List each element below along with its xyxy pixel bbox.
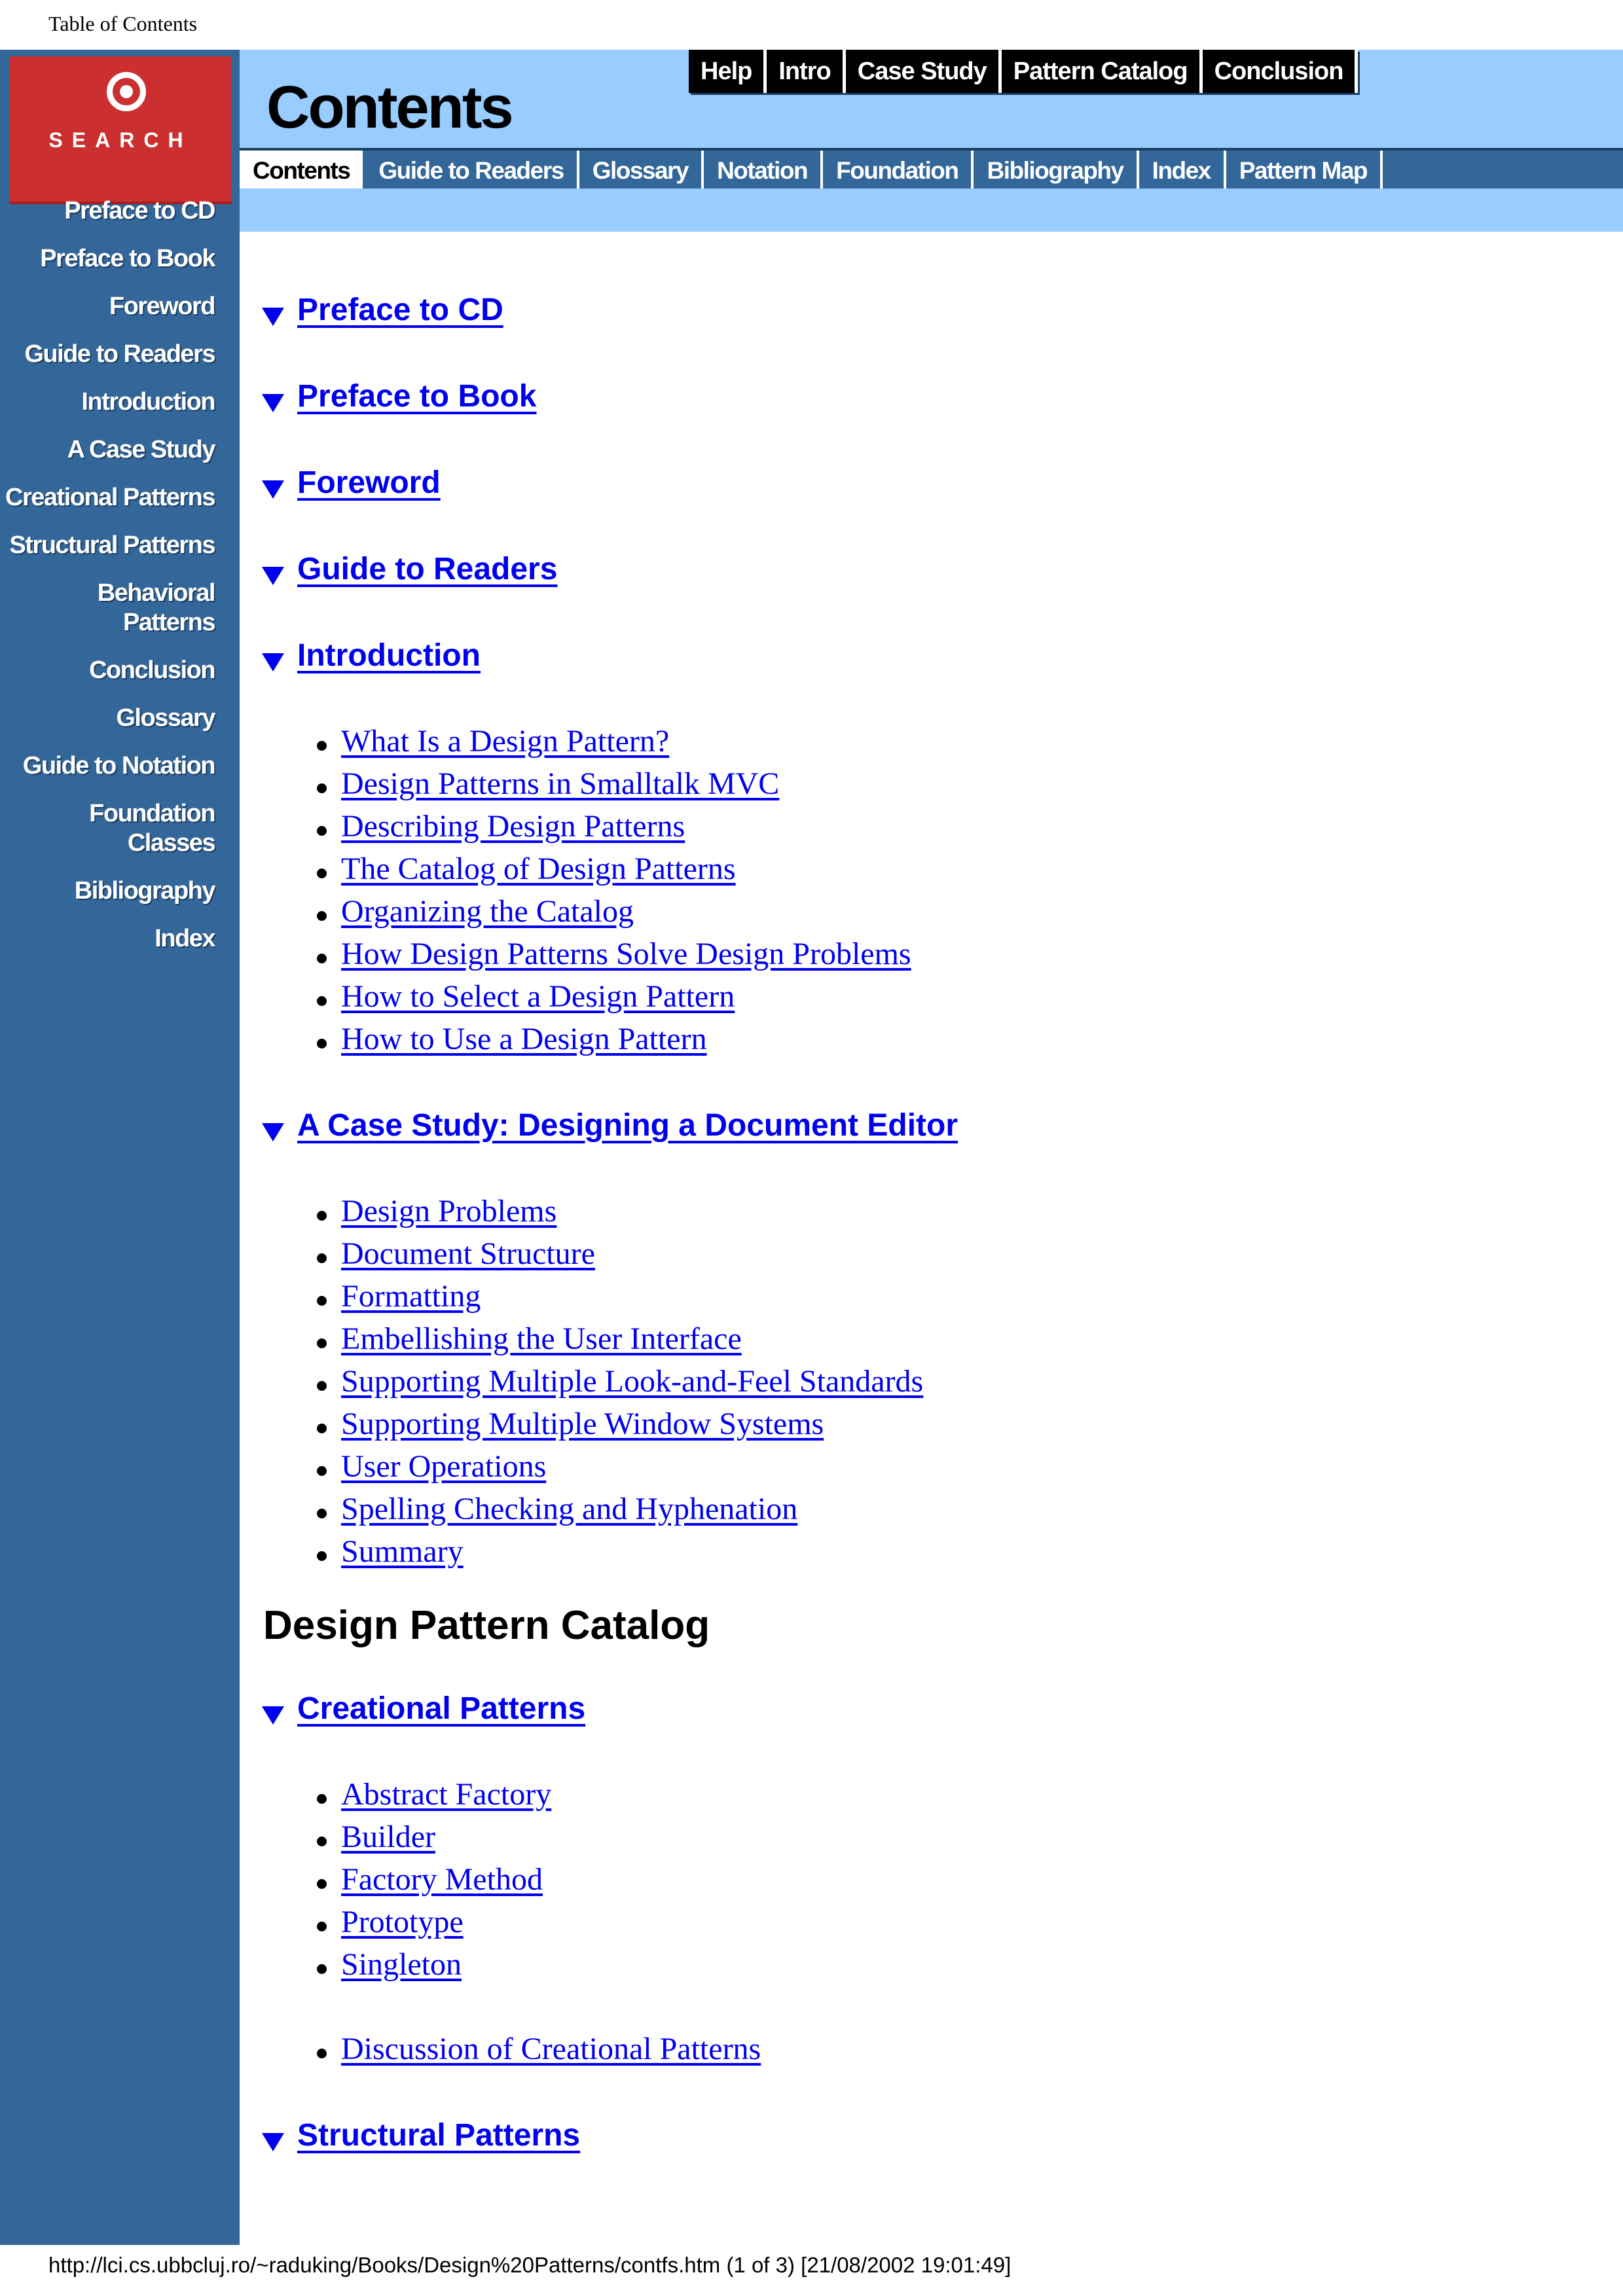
list-item [317, 1318, 1597, 1360]
subbar [240, 188, 1623, 232]
list-item [317, 1901, 1597, 1943]
toc-section [262, 461, 1597, 504]
triangle-down-icon [262, 653, 284, 672]
sidebar-item-preface-book[interactable]: Preface to Book [40, 245, 215, 272]
list-item [317, 1018, 1597, 1060]
bullet-icon [317, 1964, 327, 1974]
list-item [317, 1360, 1597, 1403]
creational-discussion-list [317, 2028, 1597, 2070]
link-item[interactable]: The Catalog of Design Patterns [341, 852, 736, 886]
page-footer: http://lci.cs.ubbcluj.ro/~raduking/Books/Design%20Patterns/contfs.htm (1 of 3) [21/08/2002 19:01:49] [48, 2253, 1012, 2277]
subtab-pattern-map[interactable]: Pattern Map [1226, 151, 1383, 191]
case-study-list [317, 1190, 1597, 1573]
creational-list [317, 1773, 1597, 1986]
link-structural-patterns[interactable]: Structural Patterns [297, 2117, 581, 2153]
list-item [317, 762, 1597, 805]
subtab-foundation[interactable]: Foundation [823, 151, 974, 191]
triangle-down-icon [262, 2133, 284, 2151]
link-foreword[interactable]: Foreword [297, 465, 441, 500]
sidebar-item-preface-cd[interactable]: Preface to CD [64, 197, 215, 224]
tab-case-study[interactable]: Case Study [846, 50, 1002, 93]
list-item [317, 890, 1597, 933]
bullet-icon [317, 1424, 327, 1433]
subtab-notation[interactable]: Notation [704, 151, 823, 191]
list-item [317, 1275, 1597, 1318]
sidebar-item-introduction[interactable]: Introduction [81, 388, 215, 416]
bullet-icon [317, 911, 327, 921]
tab-conclusion[interactable]: Conclusion [1203, 50, 1359, 93]
link-discussion-creational[interactable]: Discussion of Creational Patterns [341, 2032, 761, 2066]
list-item [317, 1816, 1597, 1858]
tab-help[interactable]: Help [689, 50, 767, 93]
page-header: Table of Contents [48, 12, 198, 35]
link-item[interactable]: How to Use a Design Pattern [341, 1022, 707, 1056]
tab-intro[interactable]: Intro [767, 50, 845, 93]
link-item[interactable]: What Is a Design Pattern? [341, 724, 670, 759]
bullet-icon [317, 2049, 327, 2058]
banner [240, 50, 1623, 148]
bullet-icon [317, 826, 327, 836]
sidebar-item-creational[interactable]: Creational Patterns [5, 484, 215, 511]
bullet-icon [317, 741, 327, 751]
list-item [317, 805, 1597, 848]
toc-section [262, 2113, 1597, 2157]
list-item [317, 1232, 1597, 1275]
subtab-glossary[interactable]: Glossary [579, 151, 704, 191]
link-item[interactable]: Supporting Multiple Look-and-Feel Standards [341, 1364, 924, 1399]
link-case-study[interactable]: A Case Study: Designing a Document Editor [297, 1107, 958, 1143]
link-item[interactable]: How Design Patterns Solve Design Problems [341, 937, 911, 971]
list-item [317, 1445, 1597, 1488]
toc-section [262, 634, 1597, 677]
list-item [317, 1488, 1597, 1530]
sidebar-item-glossary[interactable]: Glossary [116, 704, 215, 732]
sidebar-item-conclusion[interactable]: Conclusion [89, 656, 215, 684]
list-item [317, 1403, 1597, 1445]
link-item[interactable]: User Operations [341, 1449, 547, 1484]
triangle-down-icon [262, 308, 284, 326]
sidebar-item-case-study[interactable]: A Case Study [67, 436, 215, 463]
bullet-icon [317, 1794, 327, 1804]
link-item[interactable]: Abstract Factory [341, 1777, 552, 1812]
link-item[interactable]: Supporting Multiple Window Systems [341, 1407, 824, 1441]
link-item[interactable]: Design Problems [341, 1194, 557, 1229]
list-item [317, 1943, 1597, 1986]
bullet-icon [317, 1551, 327, 1561]
sidebar-item-foundation[interactable]: Foundation [89, 800, 215, 827]
sidebar-item-guide-notation[interactable]: Guide to Notation [22, 752, 215, 780]
catalog-heading: Design Pattern Catalog [263, 1603, 710, 1648]
search-logo[interactable] [9, 56, 232, 204]
bullet-icon [317, 1211, 327, 1221]
sidebar-item-structural[interactable]: Structural Patterns [9, 531, 215, 559]
subtab-contents[interactable]: Contents [240, 151, 365, 191]
list-item [317, 1773, 1597, 1816]
link-item[interactable]: Document Structure [341, 1236, 595, 1271]
bullet-icon [317, 1039, 327, 1049]
bullet-icon [317, 1509, 327, 1518]
sidebar-item-bibliography[interactable]: Bibliography [74, 877, 215, 905]
link-item[interactable]: Factory Method [341, 1862, 543, 1897]
sidebar-item-index[interactable]: Index [155, 925, 215, 952]
link-guide-readers[interactable]: Guide to Readers [297, 551, 558, 586]
sidebar-item-foundation-classes[interactable]: Classes [127, 829, 215, 857]
link-item[interactable]: Formatting [341, 1279, 481, 1314]
sidebar-item-foreword[interactable]: Foreword [109, 293, 215, 320]
toc-section [262, 1687, 1597, 1730]
bullet-icon [317, 869, 327, 878]
link-item[interactable]: Design Patterns in Smalltalk MVC [341, 766, 780, 801]
bullet-icon [317, 954, 327, 963]
sidebar-item-guide-readers[interactable]: Guide to Readers [24, 340, 215, 368]
link-item[interactable]: Builder [341, 1820, 435, 1854]
list-item [317, 933, 1597, 975]
bullet-icon [317, 1338, 327, 1348]
link-item[interactable]: Describing Design Patterns [341, 809, 685, 844]
toc-section [262, 1103, 1597, 1147]
list-item [317, 2028, 1597, 2070]
bullet-icon [317, 783, 327, 793]
link-item[interactable]: Summary [341, 1534, 464, 1569]
link-item[interactable]: Organizing the Catalog [341, 894, 634, 929]
top-tabs [689, 50, 1358, 96]
link-preface-book[interactable]: Preface to Book [297, 378, 537, 414]
toc-content [262, 288, 1597, 2200]
link-item[interactable]: Embellishing the User Interface [341, 1321, 742, 1356]
subtab-bibliography[interactable]: Bibliography [974, 151, 1139, 191]
bullet-icon [317, 1879, 327, 1889]
bullet-icon [317, 1466, 327, 1476]
link-item[interactable]: Prototype [341, 1905, 464, 1939]
link-item[interactable]: How to Select a Design Pattern [341, 979, 735, 1014]
list-item [317, 1190, 1597, 1232]
link-creational-patterns[interactable]: Creational Patterns [297, 1691, 586, 1726]
list-item [317, 975, 1597, 1018]
triangle-down-icon [262, 480, 284, 499]
sidebar-item-behavioral[interactable]: Behavioral Patterns [97, 579, 215, 636]
link-introduction[interactable]: Introduction [297, 637, 481, 673]
link-item[interactable]: Singleton [341, 1947, 462, 1982]
toc-section [262, 374, 1597, 418]
search-label: SEARCH [48, 128, 192, 152]
page-title: Contents [266, 74, 512, 141]
triangle-down-icon [262, 1123, 284, 1141]
link-preface-cd[interactable]: Preface to CD [297, 292, 503, 327]
bullet-icon [317, 1296, 327, 1306]
introduction-list [317, 720, 1597, 1060]
triangle-down-icon [262, 567, 284, 585]
bullet-icon [317, 1922, 327, 1931]
bullet-icon [317, 1253, 327, 1263]
list-item [317, 1858, 1597, 1901]
list-item [317, 848, 1597, 890]
target-icon [107, 72, 146, 111]
bullet-icon [317, 1381, 327, 1391]
triangle-down-icon [262, 394, 284, 412]
sidebar [0, 50, 240, 2245]
list-item [317, 720, 1597, 762]
sub-nav [240, 148, 1623, 191]
triangle-down-icon [262, 1706, 284, 1725]
link-item[interactable]: Spelling Checking and Hyphenation [341, 1492, 798, 1526]
bullet-icon [317, 996, 327, 1006]
toc-section [262, 288, 1597, 331]
subtab-guide-readers[interactable]: Guide to Readers [365, 151, 579, 191]
subtab-index[interactable]: Index [1139, 151, 1226, 191]
bullet-icon [317, 1837, 327, 1846]
tab-pattern-catalog[interactable]: Pattern Catalog [1002, 50, 1203, 93]
sidebar-nav [0, 196, 215, 972]
list-item [317, 1530, 1597, 1573]
toc-section [262, 547, 1597, 590]
